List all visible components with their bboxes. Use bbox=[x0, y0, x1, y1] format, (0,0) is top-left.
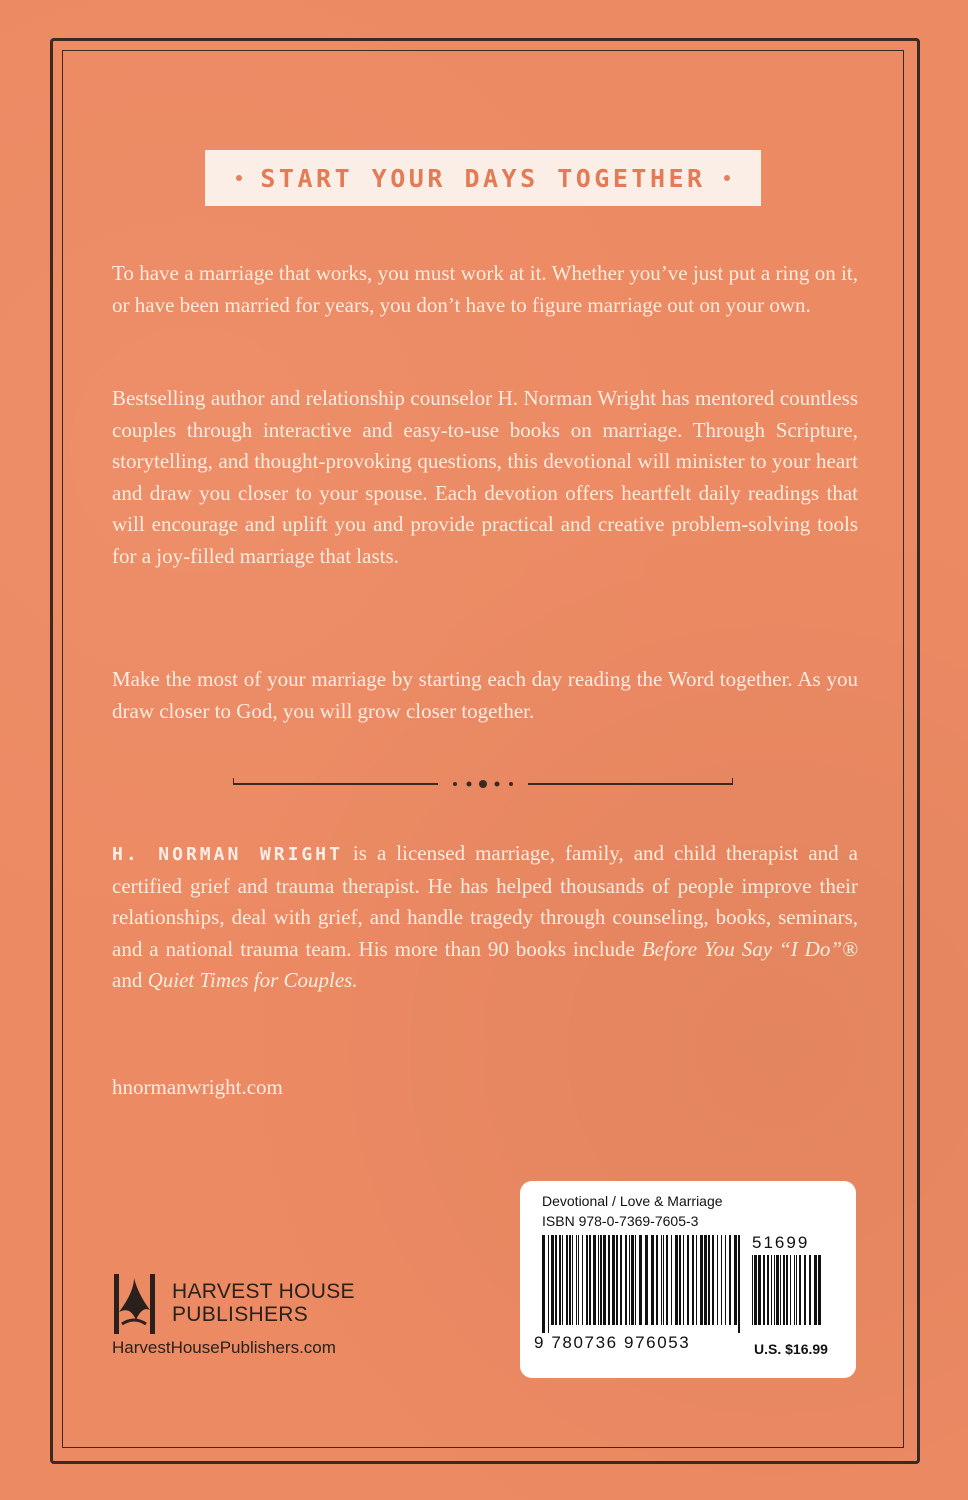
barcode-label bbox=[520, 1181, 856, 1378]
barcode-bar bbox=[783, 1255, 785, 1325]
barcode-bar bbox=[776, 1255, 779, 1325]
barcode-bar bbox=[679, 1235, 681, 1325]
author-bio bbox=[112, 838, 858, 997]
barcode-bar bbox=[661, 1235, 662, 1325]
barcode-bar bbox=[708, 1235, 710, 1325]
barcode-digits: 9 780736 976053 bbox=[534, 1333, 691, 1352]
barcode-bar bbox=[738, 1235, 740, 1333]
barcode-bar bbox=[542, 1235, 545, 1333]
description-paragraph-3: Make the most of your marriage by starting each day reading the Word together. As you draw closer to God, you will grow closer together. bbox=[112, 667, 858, 723]
barcode-bar bbox=[551, 1235, 554, 1325]
harvest-house-logo-icon bbox=[112, 1272, 160, 1338]
barcode-bar bbox=[598, 1235, 599, 1325]
barcode-bar bbox=[582, 1235, 583, 1325]
barcode-bar bbox=[600, 1235, 602, 1325]
barcode-bar bbox=[572, 1235, 573, 1325]
barcode-bar bbox=[603, 1235, 606, 1325]
barcode-bar bbox=[612, 1235, 615, 1325]
barcode-bar bbox=[576, 1235, 577, 1325]
barcode-bar bbox=[717, 1235, 718, 1325]
barcode-bar bbox=[589, 1235, 591, 1325]
banner-title: START YOUR DAYS TOGETHER bbox=[260, 163, 706, 193]
barcode-bar bbox=[586, 1235, 588, 1325]
barcode-bar bbox=[796, 1255, 797, 1325]
book-title-1: Before You Say “I Do”® bbox=[641, 936, 858, 961]
barcode-bar bbox=[758, 1255, 761, 1325]
description-paragraph-2: Bestselling author and relationship counselor H. Norman Wright has mentored countless couples through interactive and easy-to-use books on marriage. Through Scripture, storytelling, and thought-provoking questions, this devotional will minister to your heart and draw you closer to your spouse. Each devotion offers heartfelt daily readings that will encourage and uplift you and provide practical and creative problem-solving tools for a joy-filled marriage that lasts. bbox=[112, 386, 858, 568]
publisher-name-line2: PUBLISHERS bbox=[172, 1303, 309, 1326]
book-title-2: Quiet Times for Couples. bbox=[147, 968, 358, 992]
description-paragraph-1: To have a marriage that works, you must work at it. Whether you’ve just put a ring on it, or have been married for years, you don’t have to figure marriage out on your own. bbox=[112, 261, 858, 317]
barcode-bar bbox=[799, 1255, 801, 1325]
barcode-bar bbox=[578, 1235, 579, 1325]
publisher-name bbox=[172, 1280, 355, 1326]
barcode-bar bbox=[616, 1235, 618, 1325]
barcode-bar bbox=[629, 1235, 630, 1325]
barcode-bar bbox=[794, 1255, 795, 1325]
barcode-bar bbox=[790, 1255, 791, 1325]
barcode-bar bbox=[786, 1255, 788, 1325]
barcode-bar bbox=[569, 1235, 571, 1325]
price-label: U.S. $16.99 bbox=[754, 1341, 828, 1357]
barcode-bar bbox=[712, 1235, 714, 1325]
barcode-bar bbox=[692, 1235, 694, 1325]
isbn-label: ISBN 978-0-7369-7605-3 bbox=[542, 1213, 699, 1229]
banner-dot-right bbox=[724, 175, 730, 181]
barcode-bar bbox=[683, 1235, 684, 1325]
barcode-bar bbox=[663, 1235, 664, 1325]
barcode-bar bbox=[620, 1235, 622, 1325]
barcode-bar bbox=[687, 1235, 689, 1325]
barcode-bar bbox=[559, 1235, 561, 1325]
barcode-bar bbox=[639, 1235, 642, 1325]
barcode-bar bbox=[734, 1235, 737, 1325]
bio-text-2: and bbox=[112, 968, 148, 992]
barcode-addon-digits: 51699 bbox=[752, 1233, 810, 1252]
barcode-bar bbox=[555, 1235, 557, 1325]
barcode-bar bbox=[645, 1235, 648, 1325]
barcode-bar bbox=[696, 1235, 697, 1325]
barcode-bar bbox=[635, 1235, 636, 1325]
category-label: Devotional / Love & Marriage bbox=[542, 1193, 723, 1209]
barcode-bar bbox=[721, 1235, 722, 1325]
barcode-bar bbox=[804, 1255, 806, 1325]
barcode-bar bbox=[651, 1235, 654, 1325]
publisher-name-line1: HARVEST HOUSE bbox=[172, 1280, 355, 1303]
barcode-bar bbox=[566, 1235, 568, 1325]
addon-barcode bbox=[752, 1255, 824, 1333]
barcode-bar bbox=[809, 1255, 811, 1325]
bio-text-1: is a licensed marriage, family, and child therapist and a certified grief and trauma therapist. He has helped thousands of people improve their relationships, deal with grief, and handle tragedy through counseling, books, seminars, and a national trauma team. His more than 90 books include bbox=[112, 841, 859, 961]
barcode-bar bbox=[814, 1255, 817, 1325]
barcode-bar bbox=[752, 1255, 753, 1325]
barcode-bar bbox=[767, 1255, 769, 1325]
author-name: H. NORMAN WRIGHT bbox=[112, 844, 343, 865]
barcode-bar bbox=[675, 1235, 678, 1325]
banner-dot-left bbox=[236, 175, 242, 181]
barcode-bar bbox=[818, 1255, 821, 1325]
author-website[interactable]: hnormanwright.com bbox=[112, 1075, 283, 1099]
barcode-bar bbox=[608, 1235, 610, 1325]
barcode-bar bbox=[704, 1235, 707, 1325]
publisher-block bbox=[112, 1272, 412, 1362]
barcode-bar bbox=[593, 1235, 596, 1325]
publisher-url[interactable]: HarvestHousePublishers.com bbox=[112, 1338, 336, 1357]
barcode-bar bbox=[666, 1235, 668, 1325]
barcode-bar bbox=[725, 1235, 726, 1325]
barcode-bar bbox=[774, 1255, 775, 1325]
barcode-bar bbox=[625, 1235, 627, 1325]
barcode-bar bbox=[548, 1235, 549, 1333]
barcode-bar bbox=[780, 1255, 781, 1325]
ornamental-divider bbox=[233, 770, 733, 800]
barcode-bar bbox=[763, 1255, 765, 1325]
barcode-bar bbox=[700, 1235, 703, 1325]
barcode-bar bbox=[729, 1235, 731, 1325]
barcode-bar bbox=[754, 1255, 757, 1325]
title-banner bbox=[205, 150, 761, 206]
barcode-bar bbox=[656, 1235, 658, 1325]
barcode-bar bbox=[562, 1235, 563, 1325]
barcode-bar bbox=[631, 1235, 634, 1325]
ean-barcode bbox=[542, 1235, 742, 1333]
barcode-bar bbox=[771, 1255, 772, 1325]
barcode-bar bbox=[671, 1235, 672, 1325]
